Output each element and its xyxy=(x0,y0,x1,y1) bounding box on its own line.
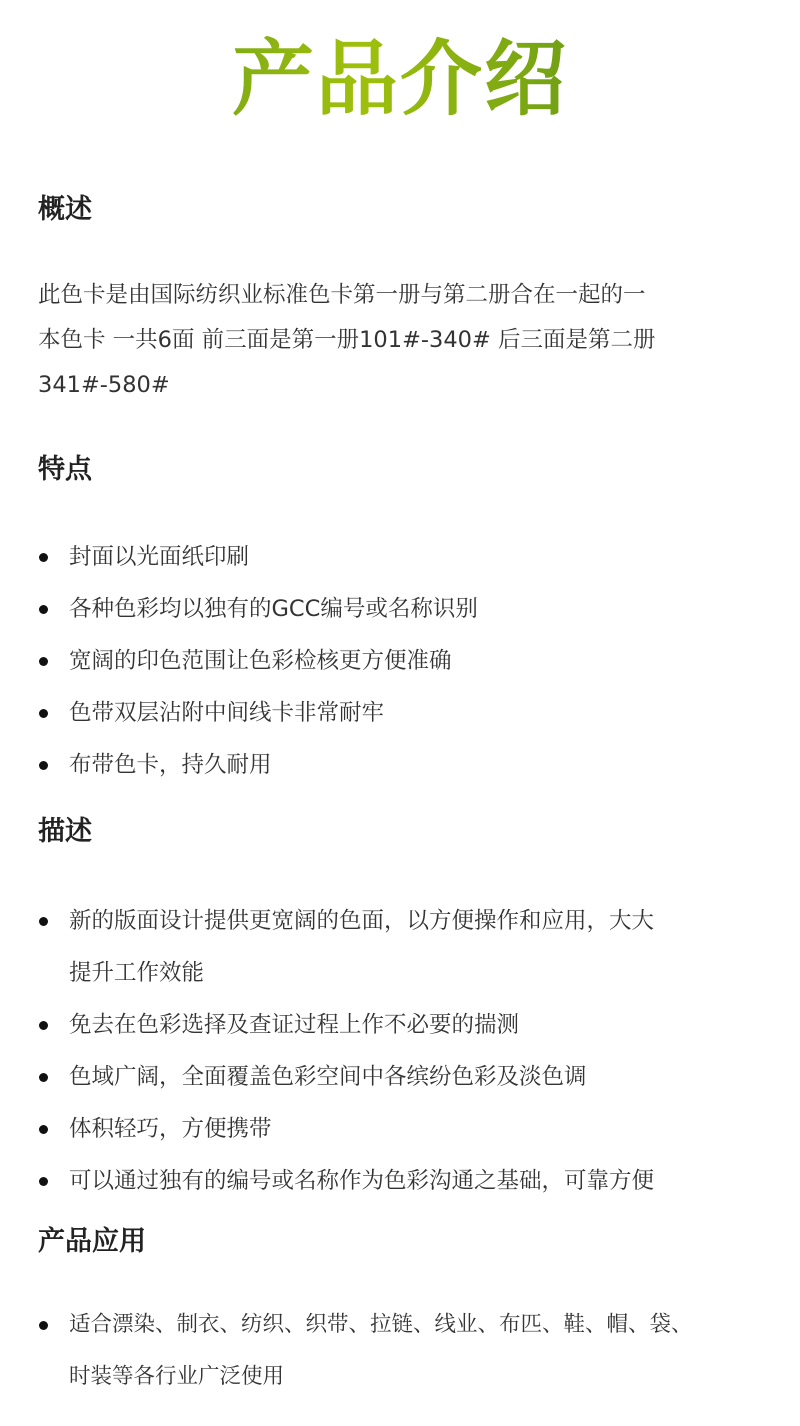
list-item-continuation: 时装等各行业广泛使用 xyxy=(69,1364,285,1389)
page-title: 产品介绍 xyxy=(0,30,800,130)
list-item: 新的版面设计提供更宽阔的色面，以方便操作和应用，大大 xyxy=(38,895,762,947)
list-item: 色域广阔，全面覆盖色彩空间中各缤纷色彩及淡色调 xyxy=(38,1051,762,1103)
list-item: 色带双层沾附中间线卡非常耐牢 xyxy=(38,687,762,739)
bullet-icon xyxy=(39,1125,48,1134)
list-item: 可以通过独有的编号或名称作为色彩沟通之基础，可靠方便 xyxy=(38,1155,762,1207)
overview-heading: 概述 xyxy=(38,194,92,225)
list-item-continuation: 提升工作效能 xyxy=(69,960,205,986)
application-list xyxy=(38,1299,762,1403)
list-item: 封面以光面纸印刷 xyxy=(38,531,762,583)
bullet-icon xyxy=(39,917,48,926)
bullet-icon xyxy=(39,553,48,562)
bullet-icon xyxy=(39,605,48,614)
features-list xyxy=(38,531,762,791)
bullet-icon xyxy=(39,657,48,666)
description-list xyxy=(38,895,762,1207)
list-item: 各种色彩均以独有的GCC编号或名称识别 xyxy=(38,583,762,635)
features-heading: 特点 xyxy=(38,454,92,485)
application-heading: 产品应用 xyxy=(38,1226,146,1257)
bullet-icon xyxy=(39,1321,48,1330)
list-item: 适合漂染、制衣、纺织、织带、拉链、线业、布匹、鞋、帽、袋、 xyxy=(38,1299,762,1351)
bullet-icon xyxy=(39,709,48,718)
application-section xyxy=(38,1222,762,1403)
overview-line: 本色卡 一共6面 前三面是第一册101#-340# 后三面是第二册 xyxy=(38,327,656,353)
overview-line: 341#-580# xyxy=(38,372,170,398)
bullet-icon xyxy=(39,761,48,770)
bullet-icon xyxy=(39,1177,48,1186)
description-section xyxy=(38,812,762,1207)
features-section xyxy=(38,450,762,791)
bullet-icon xyxy=(39,1021,48,1030)
list-item: 免去在色彩选择及查证过程上作不必要的揣测 xyxy=(38,999,762,1051)
description-heading: 描述 xyxy=(38,816,92,847)
list-item: 体积轻巧，方便携带 xyxy=(38,1103,762,1155)
list-item: 宽阔的印色范围让色彩检核更方便准确 xyxy=(38,635,762,687)
list-item: 布带色卡，持久耐用 xyxy=(38,739,762,791)
bullet-icon xyxy=(39,1073,48,1082)
overview-line: 此色卡是由国际纺织业标准色卡第一册与第二册合在一起的一 xyxy=(38,282,646,308)
overview-section xyxy=(38,190,762,408)
